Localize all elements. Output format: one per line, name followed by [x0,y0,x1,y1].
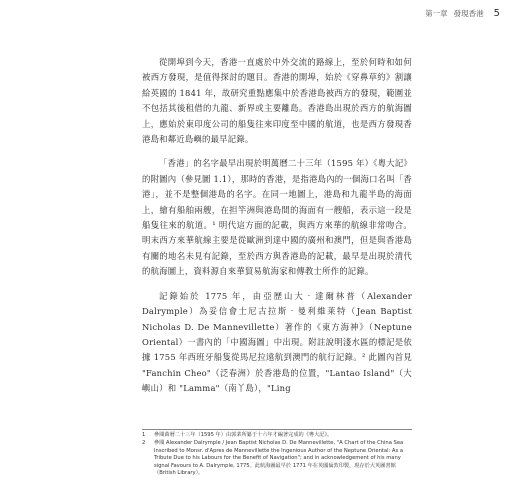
paragraph: 記錄始於 1775 年，由亞歷山大‧達爾林普（Alexander Dalrymple）為妥信會士尼古拉斯‧曼利維莱特（Jean Baptist Nicholas D. De Mannevillette）著作的《東方海神》（Neptune Oriental）一書內的「中國海圖」中出現。附註說明淺水區的標記是依據 1755 年西班牙船隻從馬尼拉遠航到澳門的航行記錄。² 此圖內首見 "Fanchin Cheo"（泛春洲）於香港島的位置，"Lantao Island"（大嶼山）和 "Lamma"（南丫島），"Ling [142,290,412,394]
body-text [142,55,412,406]
footnotes [142,432,412,478]
footnote-divider [142,429,412,430]
footnote-number: 2 [142,440,146,447]
footnote-text: 參閱 Alexander Dalrymple / Jean Baptist Nicholas D. De Mannevillette, "A Chart of the China Sea Inscribed to Monsr. d'Apres de Mannevillette the Ingenious Author of the Neptune Oriental: As a Tribute Due to his Labours for the Benefit of Navigation"; and in acknowledgement of his many signal Favours to A. Dalrymple, 1775。此航海圖最早於 1771 年在英國倫敦印製，現存於大英圖書館（British Library）。 [154,440,404,477]
paragraph: 「香港」的名字最早出現於明萬曆二十三年（1595 年）《粵大記》的附圖內（參見圖 1.1），那時的香港，是指港島內的一個海口名叫「香港」，並不是整個港島的名字。在同一地圖上，港島和九龍半島的海面上，繪有船舶兩艘，在担竿洲與港島間的海面有一艘船，表示這一段是船隻往來的航道。¹ 明代這方面的記載，與西方來華的航線非常吻合。明末西方來華航線主要是從歐洲到達中國的廣州和澳門，但是與香港島有關的地名未見有記錄，至於西方與香港島的記載，最早是出現於清代的航海圖上，資料源自來華貿易航海家和傳教士所作的記錄。 [142,158,412,277]
footnote [142,440,412,477]
running-header [425,8,500,19]
paragraph: 從開埠到今天，香港一直處於中外交流的路線上，至於何時和如何被西方發現，是值得探討的題目。香港的開埠，始於《穿鼻草約》割讓給英國的 1841 年，故研究重點應集中於香港島被西方的發現，範圍並不包括其後租借的九龍、新界或主要離島。香港島出現於西方的航海圖上，應始於東印度公司的船隻往來印度至中國的航道，也是西方發現香港島和鄰近島嶼的最早記錄。 [142,57,412,145]
footnote [142,432,412,439]
footnote-text: 參閱萬曆二十三年（1595 年）由郭棐所纂于十六年才編著完成的《粵大記》。 [154,432,333,438]
chapter-title: 發現香港 [453,9,484,18]
chapter-label: 第一章 [425,9,448,18]
page-number: 5 [493,8,500,19]
footnote-number: 1 [142,432,146,438]
